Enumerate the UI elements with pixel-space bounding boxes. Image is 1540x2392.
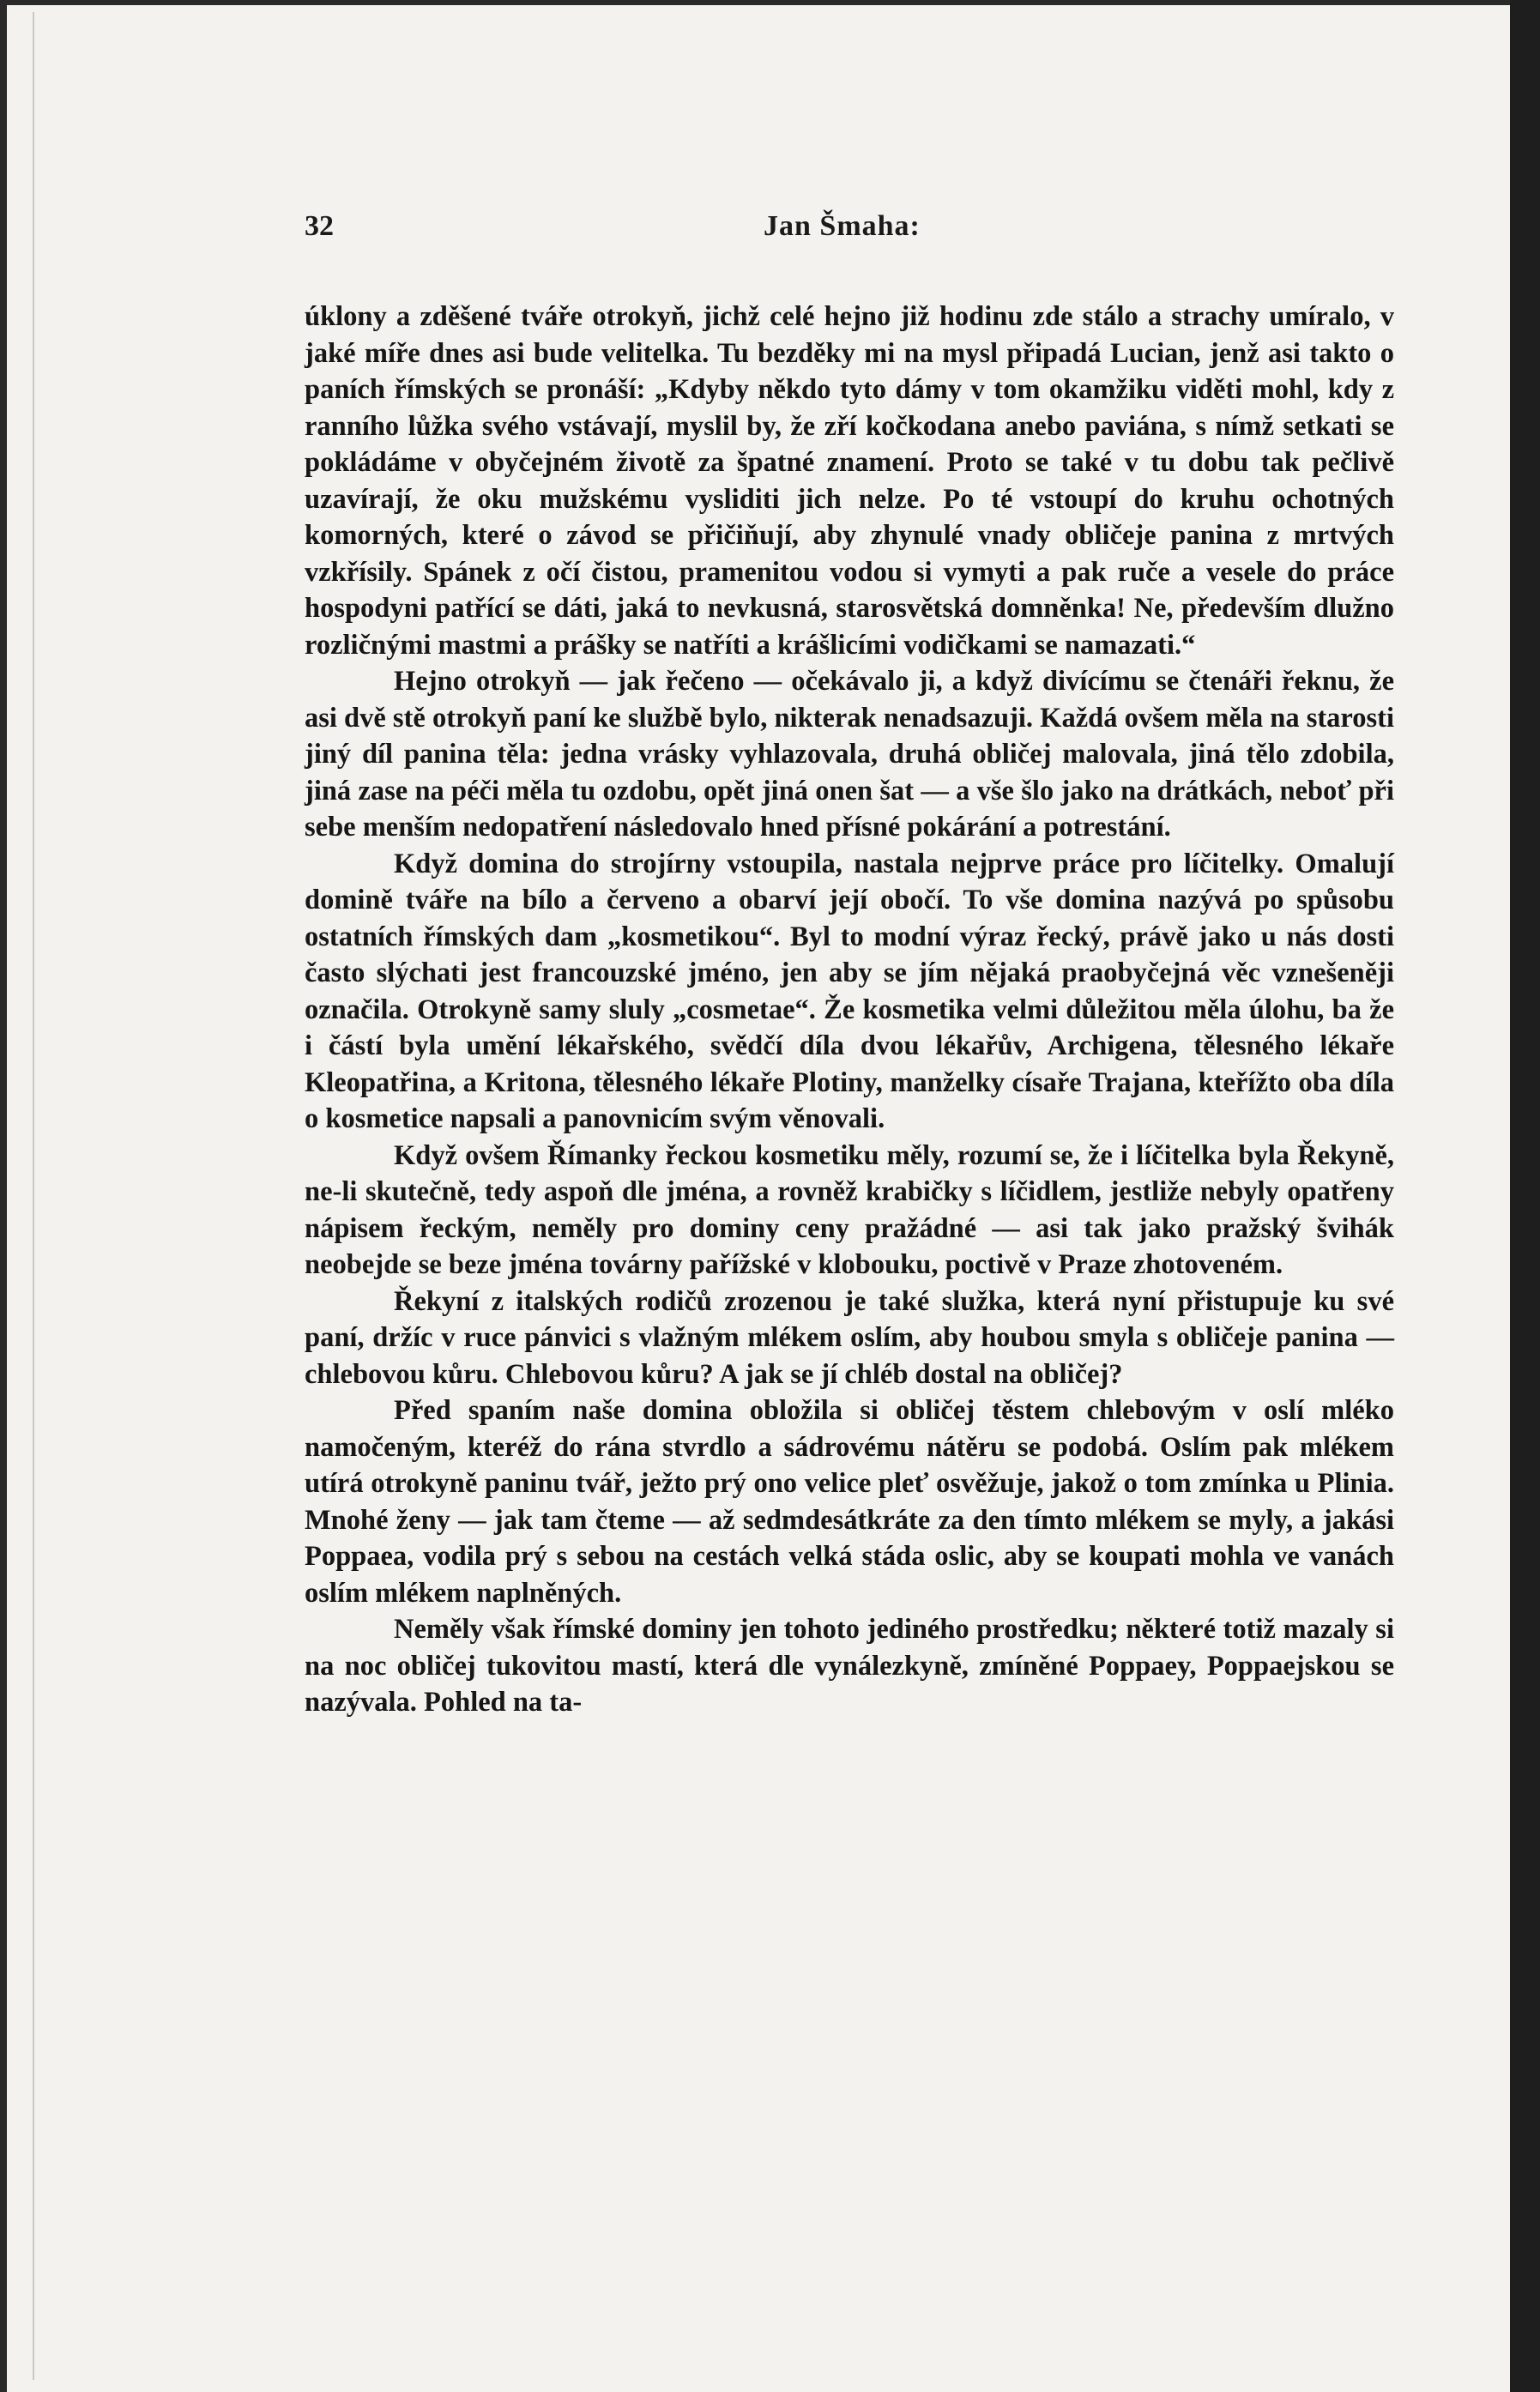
book-spine-shadow <box>1510 0 1540 2392</box>
page-edge-top <box>0 0 1510 5</box>
paragraph: Řekyní z italských rodičů zrozenou je také služka, která nyní přistupuje ku své paní, držíc v ruce pánvici s vlažným mlékem oslím, aby houbou smyla s obličeje panina — chlebovou kůru. Chlebovou kůru? A jak se jí chléb dostal na obličej? <box>305 1285 1394 1390</box>
paragraph: Když ovšem Římanky řeckou kosmetiku měly, rozumí se, že i líčitelka byla Řekyně, ne-li skutečně, tedy aspoň dle jména, a rovněž krabičky s líčidlem, jestliže nebyly opatřeny nápisem řeckým, neměly pro dominy ceny pražádné — asi tak jako pražský švihák neobejde se beze jména továrny pařížské v klobouku, poctivě v Praze zhotoveném. <box>305 1139 1394 1280</box>
paragraph: Hejno otrokyň — jak řečeno — očekávalo ji, a když divícímu se čtenáři řeknu, že asi dvě stě otrokyň paní ke službě bylo, nikterak nenadsazuji. Každá ovšem měla na starosti jiný díl panina těla: jedna vrásky vyhlazovala, druhá obličej malovala, jiná tělo zdobila, jiná zase na péči měla tu ozdobu, opět jiná onen šat — a vše šlo jako na drátkách, neboť při sebe menším nedopatření následovalo hned přísné pokárání a potrestání. <box>305 666 1395 843</box>
paragraph: úklony a zděšené tváře otrokyň, jichž celé hejno již hodinu zde stálo a strachy umíralo, v jaké míře dnes asi bude velitelka. Tu bezděky mi na mysl připadá Lucian, jenž asi takto o paních římských se pronáší: „Kdyby někdo tyto dámy v tom okamžiku viděti mohl, kdy z ranního lůžka svého vstávají, myslil by, že zří kočkodana anebo paviána, s nímž setkati se pokládáme v obyčejném životě za špatné znamení. Proto se také v tu dobu tak pečlivě uzavírají, že oku mužskému vysliditi jich nelze. Po té vstoupí do kruhu ochotných komorných, které o závod se přičiňují, aby zhynulé vnady obličeje panina z mrtvých vzkřísily. Spánek z očí čistou, pramenitou vodou si vymyti a pak ruče a vesele do práce hospodyni patřící se dáti, jaká to nevkusná, starosvětská domněnka! Ne, především dlužno rozličnými mastmi a prášky se natříti a krášlicími vodičkami se namazati.“ <box>305 301 1394 661</box>
page-header <box>305 210 1394 253</box>
running-head: Jan Šmaha: <box>764 210 921 242</box>
page-edge-left <box>0 0 7 2392</box>
page-fold-line <box>33 12 34 2380</box>
body-text <box>305 299 1394 1721</box>
paragraph: Neměly však římské dominy jen tohoto jediného prostředku; některé totiž mazaly si na noc obličej tukovitou mastí, která dle vynálezkyně, zmíněné Poppaey, Poppaejskou se nazývala. Pohled na ta- <box>305 1614 1394 1718</box>
page-number: 32 <box>305 210 334 242</box>
paragraph: Před spaním naše domina obložila si obličej těstem chlebovým v oslí mléko namočeným, kteréž do rána stvrdlo a sádrovému nátěru se podobá. Oslím pak mlékem utírá otrokyně paninu tvář, ježto prý ono velice pleť osvěžuje, jakož o tom zmínka u Plinia. Mnohé ženy — jak tam čteme — až sedmdesátkráte za den tímto mlékem se myly, a jakási Poppaea, vodila prý s sebou na cestách velká stáda oslic, aby se koupati mohla ve vanách oslím mlékem naplněných. <box>305 1395 1394 1609</box>
paragraph: Když domina do strojírny vstoupila, nastala nejprve práce pro líčitelky. Omalují domině tváře na bílo a červeno a obarví její obočí. To vše domina nazývá po spůsobu ostatních římských dam „kosmetikou“. Byl to modní výraz řecký, právě jako u nás dosti často slýchati jest francouzské jméno, jen aby se jím nějaká praobyčejná věc vznešeněji označila. Otrokyně samy sluly „cosmetae“. Že kosmetika velmi důležitou měla úlohu, ba že i částí byla umění lékařského, svědčí díla dvou lékařův, Archigena, tělesného lékaře Kleopatřina, a Kritona, tělesného lékaře Plotiny, manželky císaře Trajana, kteřížto oba díla o kosmetice napsali a panovnicím svým věnovali. <box>305 848 1394 1134</box>
